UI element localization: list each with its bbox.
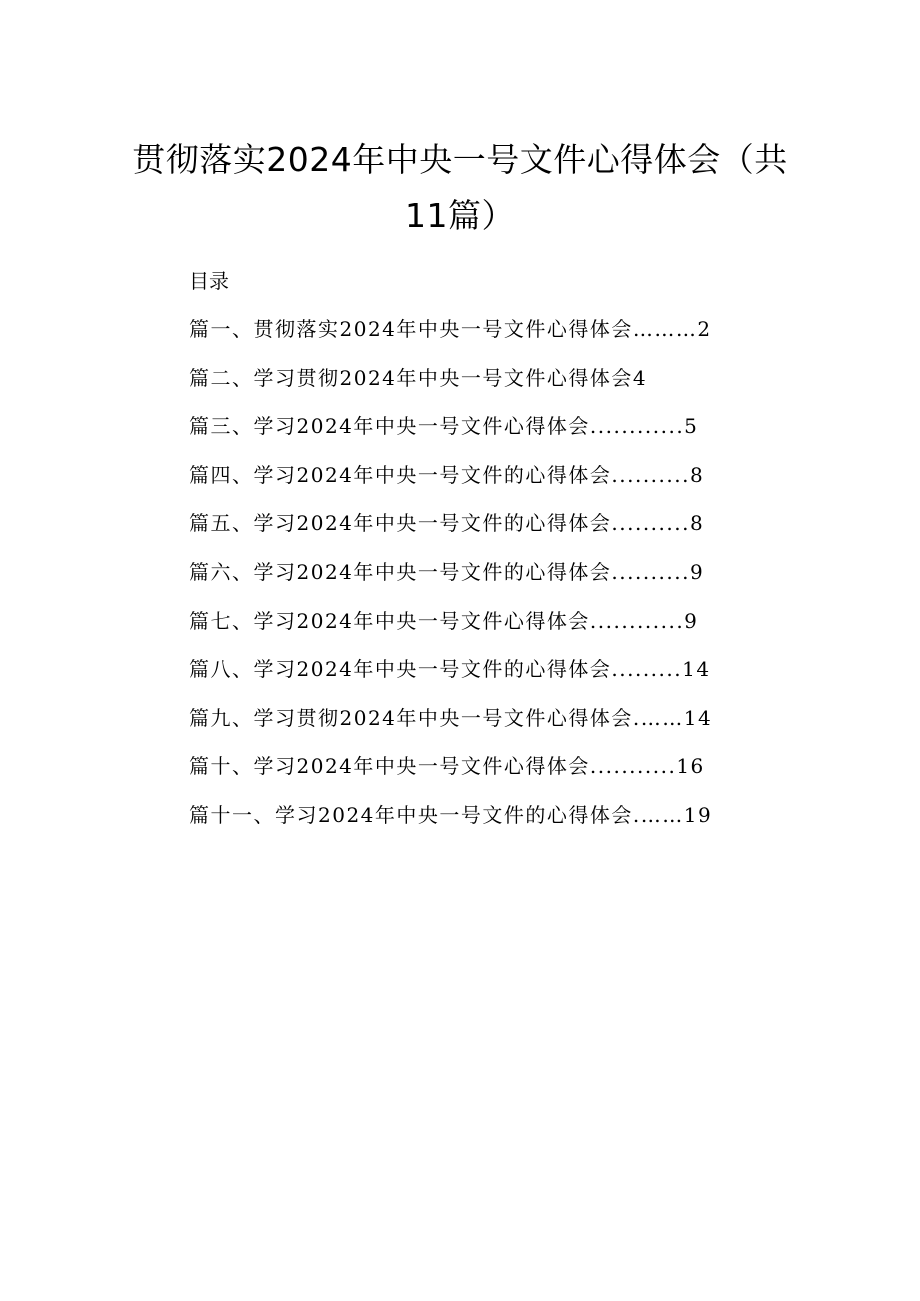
toc-entry[interactable]: 篇十、学习2024年中央一号文件心得体会...........16 <box>189 754 705 779</box>
toc-entry[interactable]: 篇五、学习2024年中央一号文件的心得体会..........8 <box>189 511 705 536</box>
toc-entry[interactable]: 篇七、学习2024年中央一号文件心得体会............9 <box>189 608 699 633</box>
toc-heading: 目录 <box>189 269 229 293</box>
toc-entry[interactable]: 篇四、学习2024年中央一号文件的心得体会..........8 <box>189 462 705 487</box>
toc-entry[interactable]: 篇十一、学习2024年中央一号文件的心得体会.……19 <box>189 802 713 827</box>
document-title <box>0 132 920 244</box>
toc-entry[interactable]: 篇九、学习贯彻2024年中央一号文件心得体会.……14 <box>189 705 713 730</box>
toc-entry[interactable]: 篇八、学习2024年中央一号文件的心得体会.........14 <box>189 657 711 682</box>
title-line-1: 贯彻落实2024年中央一号文件心得体会（共 <box>132 140 788 179</box>
table-of-contents <box>189 312 789 847</box>
title-line-2: 11篇） <box>405 196 515 235</box>
toc-entry[interactable]: 篇六、学习2024年中央一号文件的心得体会..........9 <box>189 559 705 584</box>
toc-entry[interactable]: 篇一、贯彻落实2024年中央一号文件心得体会………2 <box>189 317 712 341</box>
toc-entry[interactable]: 篇二、学习贯彻2024年中央一号文件心得体会4 <box>189 365 648 390</box>
toc-entry[interactable]: 篇三、学习2024年中央一号文件心得体会............5 <box>189 414 699 439</box>
